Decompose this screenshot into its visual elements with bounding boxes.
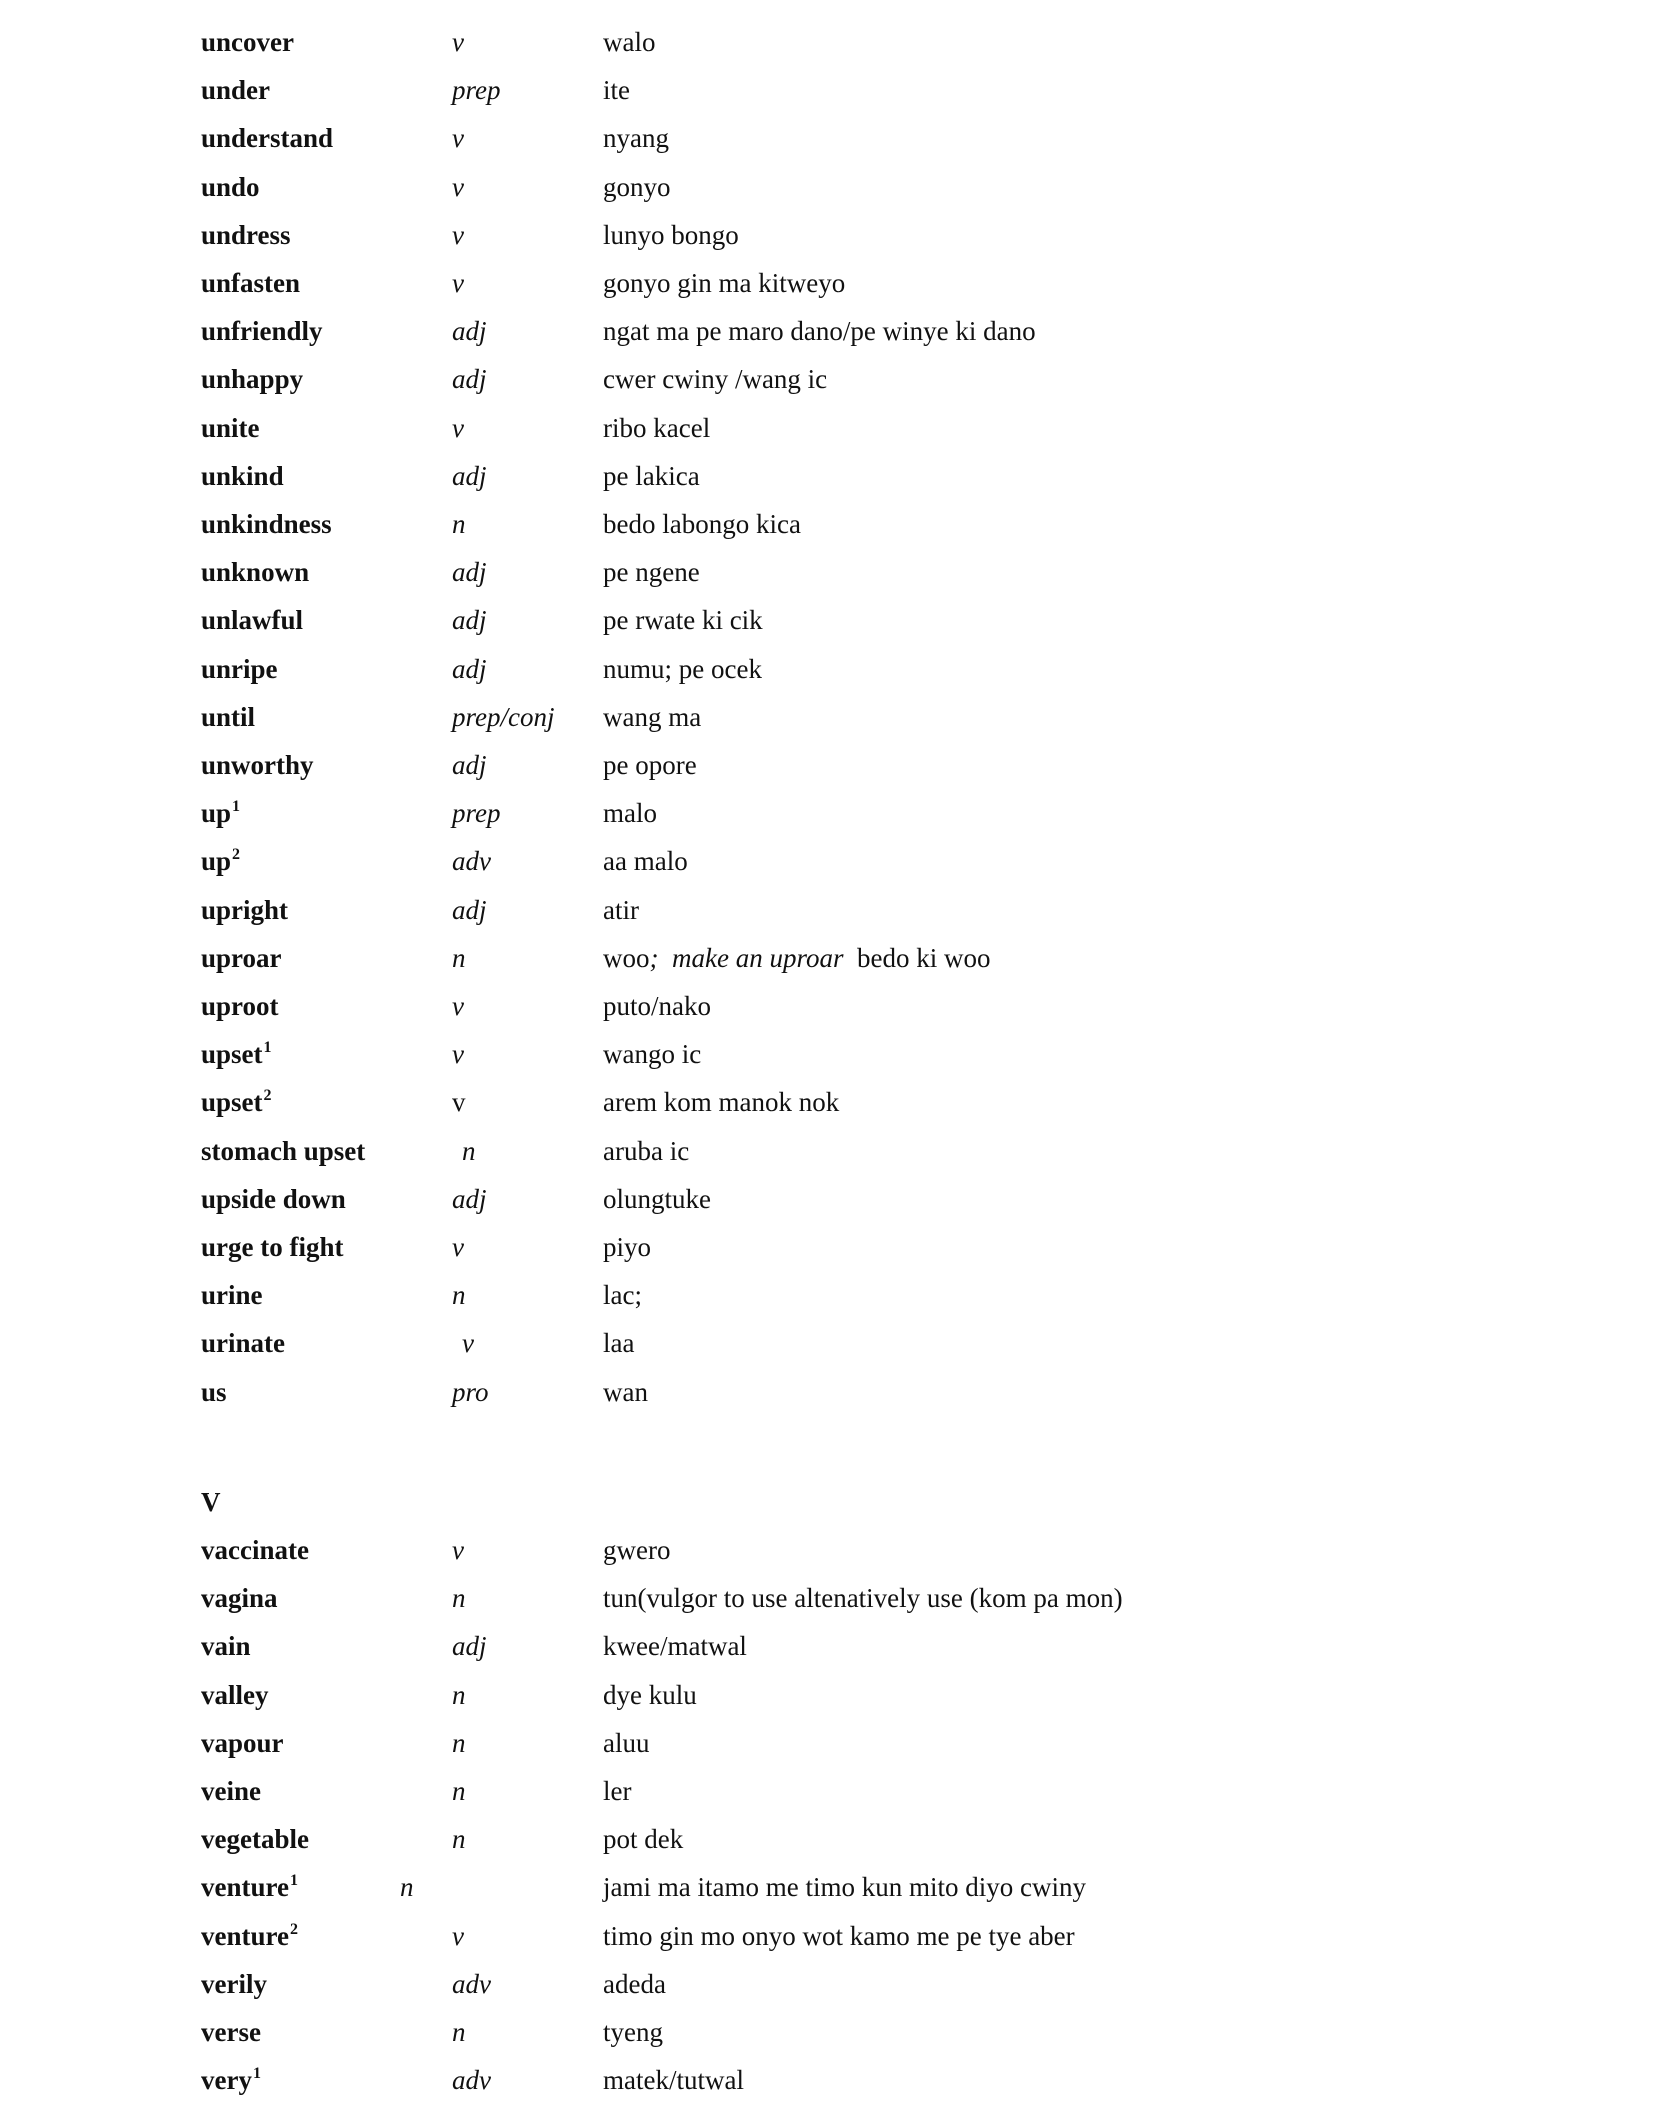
homonym-number: 2 xyxy=(263,1087,272,1105)
part-of-speech: pro xyxy=(452,1376,489,1407)
gloss-text: kwee/matwal xyxy=(603,1631,747,1662)
headword xyxy=(201,1223,343,1271)
dictionary-entry xyxy=(0,1719,1654,1767)
gloss-text: cwer cwiny /wang ic xyxy=(603,364,828,395)
dictionary-entry xyxy=(0,163,1654,211)
gloss-text: ngat ma pe maro dano/pe winye ki dano xyxy=(603,316,1036,347)
headword-text: upright xyxy=(201,894,289,925)
headword-text: vaccinate xyxy=(201,1535,309,1565)
headword xyxy=(201,1078,272,1131)
gloss-text: wang ma xyxy=(603,701,702,732)
dictionary-entry xyxy=(0,1960,1654,2008)
gloss-separator: ; xyxy=(649,942,672,973)
dictionary-entry xyxy=(0,789,1654,837)
gloss xyxy=(603,837,688,885)
homonym-number: 1 xyxy=(263,1039,272,1057)
headword-text: vain xyxy=(201,1631,251,1662)
gloss xyxy=(603,1223,651,1271)
dictionary-entry xyxy=(0,307,1654,355)
headword-text: us xyxy=(201,1376,227,1407)
headword xyxy=(201,1574,278,1622)
dictionary-entry xyxy=(0,1574,1654,1622)
part-of-speech: v xyxy=(452,219,464,250)
part-of-speech: n xyxy=(462,1135,476,1166)
part-of-speech: v xyxy=(452,1920,464,1951)
dictionary-entry xyxy=(0,2008,1654,2056)
headword xyxy=(201,163,260,211)
dictionary-entry xyxy=(0,1526,1654,1574)
gloss xyxy=(603,1912,1075,1960)
headword-text: until xyxy=(201,701,256,732)
headword-text: uncover xyxy=(201,27,294,57)
headword-text: urine xyxy=(201,1280,263,1311)
gloss-text: puto/nako xyxy=(603,991,711,1021)
part-of-speech: n xyxy=(452,942,466,973)
homonym-number: 1 xyxy=(232,798,241,816)
part-of-speech: v xyxy=(452,123,464,154)
gloss xyxy=(603,1719,650,1767)
gloss-text: pot dek xyxy=(603,1824,684,1855)
headword xyxy=(201,355,303,403)
gloss xyxy=(603,645,762,693)
headword xyxy=(201,1622,251,1670)
gloss xyxy=(603,1526,670,1574)
headword xyxy=(201,1767,261,1815)
headword xyxy=(201,2008,261,2056)
headword xyxy=(201,693,255,741)
dictionary-entry xyxy=(0,1368,1654,1416)
gloss xyxy=(603,1368,648,1416)
gloss-text: numu; pe ocek xyxy=(603,653,762,684)
dictionary-entry xyxy=(0,355,1654,403)
gloss xyxy=(603,1127,689,1175)
gloss-text: timo gin mo onyo wot kamo me pe tye aber xyxy=(603,1920,1075,1951)
headword xyxy=(201,741,314,789)
gloss-phrase-translation: bedo ki woo xyxy=(843,942,991,973)
headword-text: upset xyxy=(201,1039,263,1070)
headword-text: urge to fight xyxy=(201,1232,344,1262)
dictionary-entry xyxy=(0,1622,1654,1670)
headword xyxy=(201,1960,267,2008)
gloss xyxy=(603,2008,663,2056)
gloss-text: matek/tutwal xyxy=(603,2065,744,2096)
gloss-text: gwero xyxy=(603,1535,671,1565)
headword-text: uproot xyxy=(201,991,279,1021)
dictionary-entry xyxy=(0,18,1654,66)
headword-text: very xyxy=(201,2065,252,2096)
part-of-speech: prep/conj xyxy=(452,701,555,732)
dictionary-entry xyxy=(0,1223,1654,1271)
dictionary-entry xyxy=(0,693,1654,741)
headword xyxy=(201,886,288,934)
gloss-text: woo xyxy=(603,942,650,973)
headword-text: upside down xyxy=(201,1183,346,1214)
part-of-speech: adj xyxy=(452,557,487,588)
headword xyxy=(201,1863,298,1916)
headword-text: unworthy xyxy=(201,750,314,780)
gloss xyxy=(603,1960,666,2008)
part-of-speech: n xyxy=(452,1280,466,1311)
part-of-speech: adj xyxy=(452,460,487,491)
gloss-text: aruba ic xyxy=(603,1135,690,1166)
headword xyxy=(201,307,323,355)
headword xyxy=(201,114,333,162)
headword-text: undo xyxy=(201,171,260,202)
headword-text: undress xyxy=(201,219,291,250)
part-of-speech: adj xyxy=(452,605,487,636)
homonym-number: 1 xyxy=(252,2065,261,2083)
dictionary-entry xyxy=(0,1319,1654,1367)
headword xyxy=(201,1815,309,1863)
dictionary-entry xyxy=(0,404,1654,452)
dictionary-entry xyxy=(0,1030,1654,1078)
headword-text: urinate xyxy=(201,1328,285,1359)
gloss-text: ite xyxy=(603,75,630,106)
headword-text: unkindness xyxy=(201,509,332,539)
gloss xyxy=(603,789,657,837)
gloss xyxy=(603,114,669,162)
gloss xyxy=(603,693,701,741)
headword-text: venture xyxy=(201,1872,289,1903)
gloss xyxy=(603,163,671,211)
gloss-text: lunyo bongo xyxy=(603,219,739,250)
dictionary-entry xyxy=(0,1175,1654,1223)
dictionary-entry xyxy=(0,596,1654,644)
headword-text: unknown xyxy=(201,557,310,588)
headword xyxy=(201,645,278,693)
part-of-speech: v xyxy=(452,268,464,298)
part-of-speech: v xyxy=(452,1232,464,1262)
gloss xyxy=(603,1271,642,1319)
part-of-speech: adj xyxy=(452,894,487,925)
dictionary-entry xyxy=(0,934,1654,982)
headword xyxy=(201,1175,346,1223)
dictionary-entry xyxy=(0,1815,1654,1863)
gloss-text: tun(vulgor to use altenatively use (kom pa mon) xyxy=(603,1583,1123,1614)
dictionary-entry xyxy=(0,1863,1654,1911)
headword xyxy=(201,1912,298,1965)
gloss-text: olungtuke xyxy=(603,1183,711,1214)
gloss-text: jami ma itamo me timo kun mito diyo cwiny xyxy=(603,1872,1086,1903)
gloss-text: pe lakica xyxy=(603,460,700,491)
headword xyxy=(201,934,282,982)
gloss-text: ribo kacel xyxy=(603,412,711,443)
gloss-text: bedo labongo kica xyxy=(603,509,801,539)
gloss xyxy=(603,1175,711,1223)
headword-text: unfasten xyxy=(201,268,301,298)
part-of-speech: adj xyxy=(452,750,487,780)
part-of-speech: v xyxy=(452,991,464,1021)
dictionary-entry xyxy=(0,211,1654,259)
headword-text: up xyxy=(201,798,232,829)
headword xyxy=(201,837,240,890)
part-of-speech: n xyxy=(452,1727,466,1758)
part-of-speech: n xyxy=(452,509,466,539)
gloss-text: atir xyxy=(603,894,639,925)
gloss xyxy=(603,66,630,114)
headword-text: vapour xyxy=(201,1727,284,1758)
headword-text: verse xyxy=(201,2017,261,2047)
part-of-speech: n xyxy=(452,1776,466,1806)
gloss xyxy=(603,934,990,982)
gloss-text: aluu xyxy=(603,1727,650,1758)
headword xyxy=(201,1271,263,1319)
dictionary-entry xyxy=(0,259,1654,307)
gloss-text: pe ngene xyxy=(603,557,700,588)
dictionary-entry xyxy=(0,66,1654,114)
part-of-speech: n xyxy=(400,1872,414,1903)
headword-text: valley xyxy=(201,1679,269,1710)
headword xyxy=(201,596,303,644)
gloss-text: wan xyxy=(603,1376,648,1407)
gloss xyxy=(603,1815,683,1863)
part-of-speech: prep xyxy=(452,798,501,829)
gloss-text: arem kom manok nok xyxy=(603,1087,840,1118)
gloss xyxy=(603,548,700,596)
part-of-speech: adj xyxy=(452,1631,487,1662)
gloss-text: nyang xyxy=(603,123,669,154)
headword xyxy=(201,18,294,66)
part-of-speech: n xyxy=(452,1824,466,1855)
headword xyxy=(201,500,332,548)
part-of-speech: adj xyxy=(452,653,487,684)
part-of-speech: n xyxy=(452,2017,466,2047)
headword xyxy=(201,1127,365,1175)
dictionary-entry xyxy=(0,548,1654,596)
gloss-text: malo xyxy=(603,798,657,829)
gloss xyxy=(603,211,739,259)
gloss xyxy=(603,1863,1086,1911)
headword xyxy=(201,1671,269,1719)
headword-text: unkind xyxy=(201,460,284,491)
gloss xyxy=(603,1671,697,1719)
headword xyxy=(201,1526,309,1574)
part-of-speech: n xyxy=(452,1679,466,1710)
gloss xyxy=(603,452,700,500)
headword-text: unfriendly xyxy=(201,316,323,347)
dictionary-entry xyxy=(0,452,1654,500)
part-of-speech: v xyxy=(462,1328,474,1359)
headword-text: stomach upset xyxy=(201,1135,366,1166)
headword-text: up xyxy=(201,846,232,877)
dictionary-entry xyxy=(0,982,1654,1030)
gloss xyxy=(603,1574,1123,1622)
gloss-text: adeda xyxy=(603,1968,666,1999)
gloss-text: gonyo xyxy=(603,171,671,202)
part-of-speech: v xyxy=(452,1039,464,1070)
headword xyxy=(201,404,260,452)
homonym-number: 1 xyxy=(290,1872,298,1890)
gloss-text: ler xyxy=(603,1776,632,1806)
headword-text: unripe xyxy=(201,653,278,684)
headword-text: unhappy xyxy=(201,364,304,395)
headword-text: upset xyxy=(201,1087,263,1118)
headword xyxy=(201,1719,284,1767)
headword-text: unite xyxy=(201,412,260,443)
gloss-text: walo xyxy=(603,27,656,57)
dictionary-entry xyxy=(0,114,1654,162)
headword xyxy=(201,982,279,1030)
gloss xyxy=(603,596,763,644)
gloss xyxy=(603,1078,839,1126)
headword-text: vagina xyxy=(201,1583,278,1614)
gloss-text: gonyo gin ma kitweyo xyxy=(603,268,846,298)
dictionary-entry xyxy=(0,1078,1654,1126)
headword-text: understand xyxy=(201,123,334,154)
homonym-number: 2 xyxy=(232,846,241,864)
part-of-speech: n xyxy=(452,1583,466,1614)
gloss xyxy=(603,1622,747,1670)
homonym-number: 2 xyxy=(290,1920,298,1938)
headword-text: unlawful xyxy=(201,605,304,636)
part-of-speech: adv xyxy=(452,2065,491,2096)
section-heading: V xyxy=(201,1487,221,1517)
dictionary-entry xyxy=(0,2056,1654,2104)
gloss xyxy=(603,741,697,789)
part-of-speech: v xyxy=(452,1087,466,1118)
dictionary-entry xyxy=(0,1912,1654,1960)
headword xyxy=(201,452,284,500)
dictionary-entry xyxy=(0,837,1654,885)
gloss-text: pe opore xyxy=(603,750,697,780)
headword xyxy=(201,66,270,114)
gloss xyxy=(603,2056,744,2104)
gloss xyxy=(603,307,1036,355)
gloss xyxy=(603,404,710,452)
headword-text: verily xyxy=(201,1968,267,1999)
gloss xyxy=(603,1030,701,1078)
gloss xyxy=(603,500,801,548)
part-of-speech: adv xyxy=(452,846,491,877)
gloss xyxy=(603,982,711,1030)
part-of-speech: adj xyxy=(452,316,487,347)
part-of-speech: adj xyxy=(452,1183,487,1214)
part-of-speech: adv xyxy=(452,1968,491,1999)
gloss-text: wango ic xyxy=(603,1039,702,1070)
gloss-text: lac; xyxy=(603,1280,642,1311)
dictionary-entry xyxy=(0,886,1654,934)
part-of-speech: v xyxy=(452,412,464,443)
part-of-speech: prep xyxy=(452,75,501,106)
headword-text: uproar xyxy=(201,942,282,973)
gloss-text: piyo xyxy=(603,1232,652,1262)
headword xyxy=(201,211,291,259)
gloss-text: pe rwate ki cik xyxy=(603,605,763,636)
gloss xyxy=(603,355,827,403)
dictionary-entry xyxy=(0,645,1654,693)
part-of-speech: v xyxy=(452,27,464,57)
headword xyxy=(201,548,309,596)
headword-text: vegetable xyxy=(201,1824,309,1855)
headword-text: under xyxy=(201,75,271,106)
dictionary-entry xyxy=(0,1767,1654,1815)
headword xyxy=(201,259,300,307)
headword-text: venture xyxy=(201,1920,289,1951)
dictionary-entry xyxy=(0,741,1654,789)
gloss xyxy=(603,1319,634,1367)
gloss-phrase: make an uproar xyxy=(672,942,844,973)
headword xyxy=(201,789,240,842)
gloss-text: dye kulu xyxy=(603,1679,697,1710)
part-of-speech: adj xyxy=(452,364,487,395)
part-of-speech: v xyxy=(452,1535,464,1565)
gloss xyxy=(603,259,845,307)
dictionary-entry xyxy=(0,1671,1654,1719)
headword-text: veine xyxy=(201,1776,261,1806)
headword xyxy=(201,2056,261,2109)
dictionary-entry xyxy=(0,1127,1654,1175)
gloss xyxy=(603,886,639,934)
headword xyxy=(201,1030,272,1083)
part-of-speech: v xyxy=(452,171,464,202)
gloss xyxy=(603,18,655,66)
gloss-text: tyeng xyxy=(603,2017,663,2047)
gloss-text: aa malo xyxy=(603,846,688,877)
headword xyxy=(201,1319,285,1367)
dictionary-entry xyxy=(0,500,1654,548)
dictionary-entry xyxy=(0,1271,1654,1319)
gloss xyxy=(603,1767,631,1815)
headword xyxy=(201,1368,227,1416)
gloss-text: laa xyxy=(603,1328,635,1359)
